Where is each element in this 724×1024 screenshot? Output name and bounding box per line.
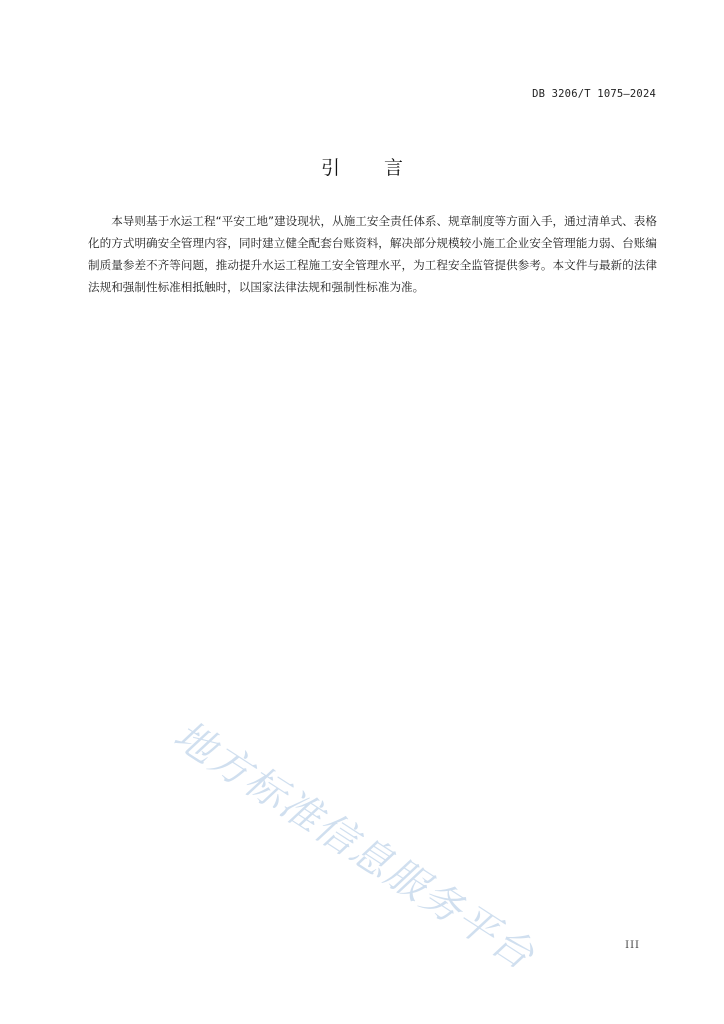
introduction-paragraph: 本导则基于水运工程“平安工地”建设现状，从施工安全责任体系、规章制度等方面入手，通过清单式、表格化的方式明确安全管理内容，同时建立健全配套台账资料，解决部分规模较小施工企业安全管理能力弱、台账编制质量参差不齐等问题，推动提升水运工程施工安全管理水平，为工程安全监管提供参考。本文件与最新的法律法规和强制性标准相抵触时，以国家法律法规和强制性标准为准。	[88, 214, 657, 294]
document-code: DB 3206/T 1075—2024	[532, 88, 656, 100]
title-char-2: 言	[384, 157, 404, 179]
page-number: III	[625, 940, 640, 951]
watermark: 地方标准信息服务平台	[165, 712, 543, 980]
title-char-1: 引	[320, 157, 340, 179]
page-title	[0, 153, 724, 180]
